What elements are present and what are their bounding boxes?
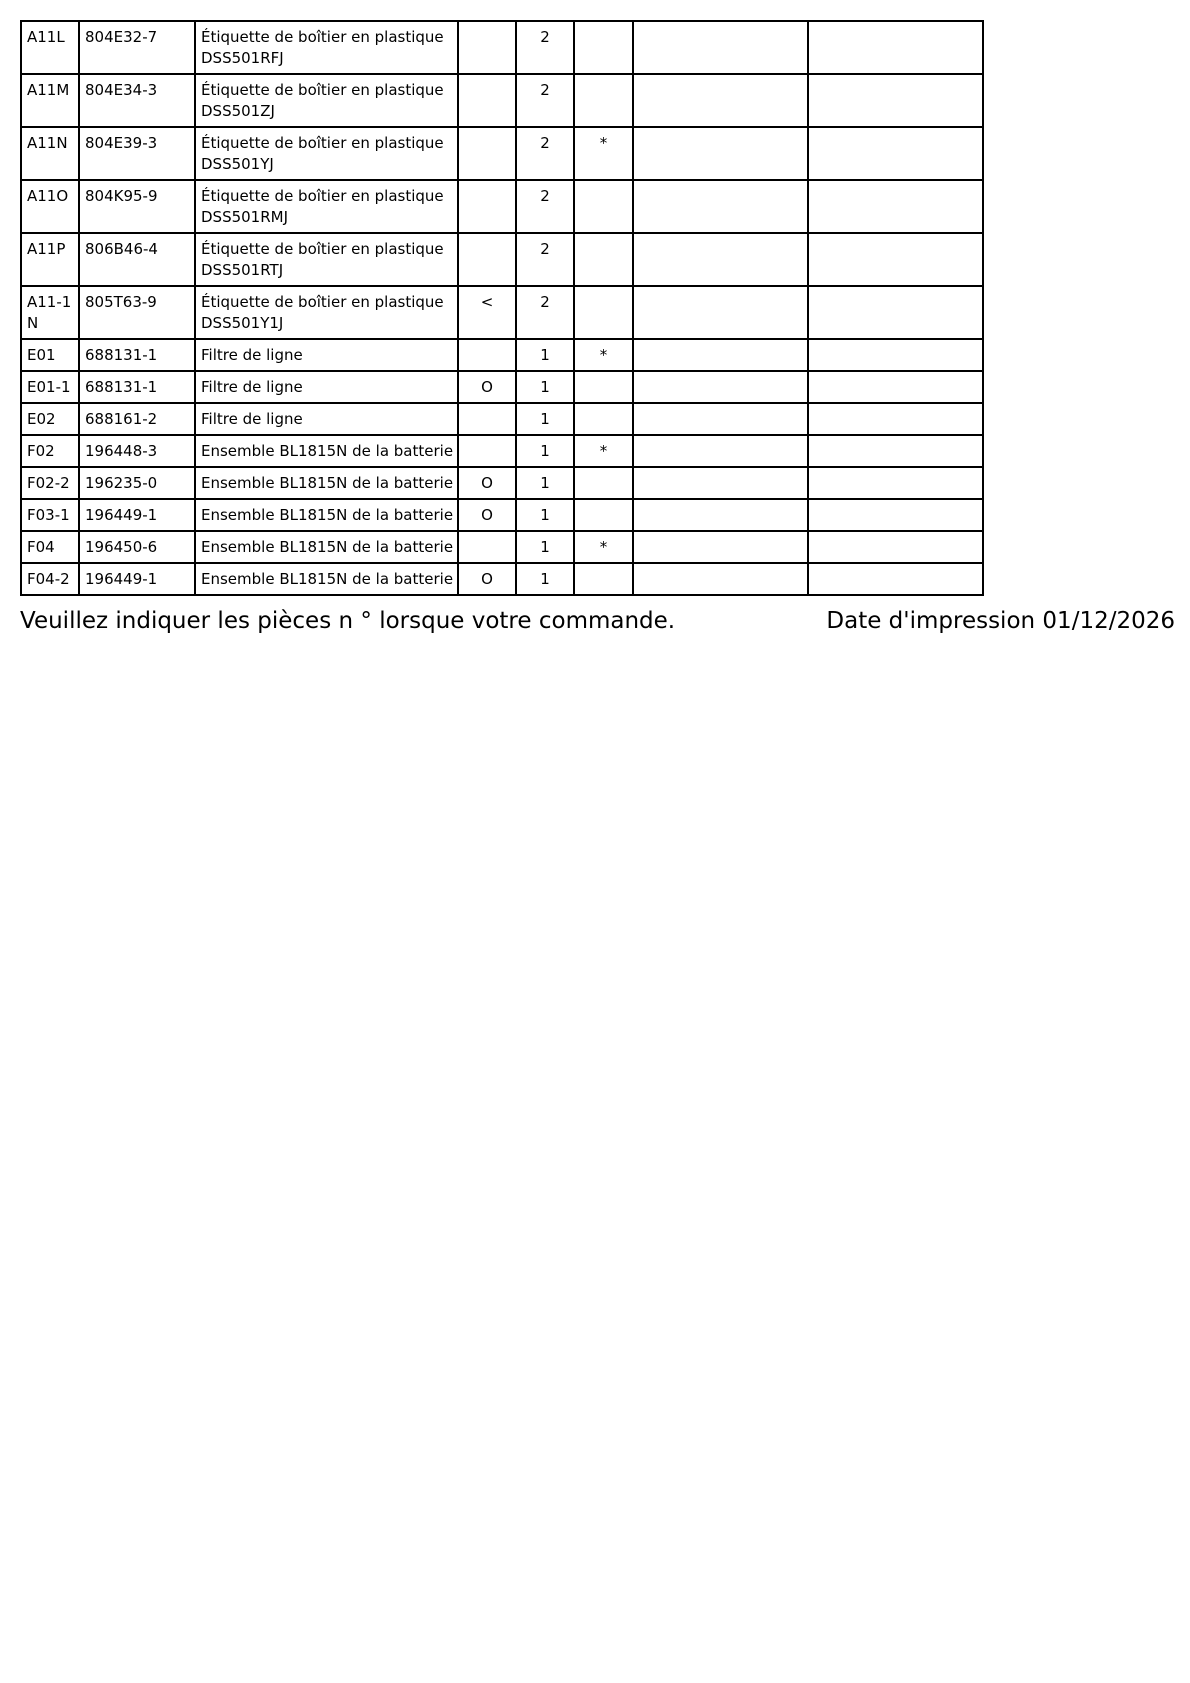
symbol-cell: O	[458, 563, 516, 595]
symbol-cell: O	[458, 371, 516, 403]
part-number-cell: 196449-1	[79, 563, 195, 595]
blank-cell	[808, 74, 983, 127]
quantity-cell: 2	[516, 180, 574, 233]
symbol-cell	[458, 127, 516, 180]
blank-cell	[633, 563, 808, 595]
flag-cell	[574, 286, 633, 339]
table-row	[21, 286, 983, 339]
description-cell	[195, 74, 458, 127]
blank-cell	[633, 435, 808, 467]
part-number-cell: 688131-1	[79, 371, 195, 403]
table-row	[21, 403, 983, 435]
blank-cell	[808, 467, 983, 499]
flag-cell	[574, 74, 633, 127]
flag-cell	[574, 467, 633, 499]
flag-cell	[574, 233, 633, 286]
symbol-cell	[458, 74, 516, 127]
description-cell	[195, 435, 458, 467]
quantity-cell: 1	[516, 499, 574, 531]
part-number-cell: 196448-3	[79, 435, 195, 467]
symbol-cell	[458, 233, 516, 286]
description-cell	[195, 180, 458, 233]
item-number-cell: A11L	[21, 21, 79, 74]
flag-cell: *	[574, 127, 633, 180]
print-date	[826, 607, 1175, 635]
blank-cell	[633, 74, 808, 127]
description-line: Ensemble BL1815N de la batterie	[201, 538, 454, 556]
part-number-cell: 804E39-3	[79, 127, 195, 180]
item-number-cell: E01-1	[21, 371, 79, 403]
item-number-cell: A11-1N	[21, 286, 79, 339]
item-number-cell: A11P	[21, 233, 79, 286]
item-number-cell: F02-2	[21, 467, 79, 499]
parts-table	[20, 20, 984, 596]
description-cell	[195, 499, 458, 531]
part-number-cell: 196450-6	[79, 531, 195, 563]
symbol-cell: O	[458, 467, 516, 499]
description-cell	[195, 21, 458, 74]
flag-cell	[574, 499, 633, 531]
symbol-cell	[458, 435, 516, 467]
blank-cell	[633, 180, 808, 233]
item-number-cell: F02	[21, 435, 79, 467]
description-cell	[195, 563, 458, 595]
blank-cell	[633, 339, 808, 371]
symbol-cell	[458, 339, 516, 371]
blank-cell	[633, 371, 808, 403]
table-row	[21, 531, 983, 563]
flag-cell	[574, 371, 633, 403]
quantity-cell: 1	[516, 435, 574, 467]
table-row	[21, 180, 983, 233]
description-cell	[195, 127, 458, 180]
symbol-cell: O	[458, 499, 516, 531]
description-cell	[195, 403, 458, 435]
table-row	[21, 127, 983, 180]
flag-cell	[574, 563, 633, 595]
table-row	[21, 467, 983, 499]
blank-cell	[633, 467, 808, 499]
description-line: Ensemble BL1815N de la batterie	[201, 442, 454, 460]
quantity-cell: 1	[516, 467, 574, 499]
blank-cell	[808, 435, 983, 467]
description-cell	[195, 233, 458, 286]
quantity-cell: 1	[516, 563, 574, 595]
blank-cell	[808, 403, 983, 435]
table-row	[21, 435, 983, 467]
quantity-cell: 1	[516, 531, 574, 563]
description-code: DSS501ZJ	[201, 102, 275, 120]
description-line: Filtre de ligne	[201, 346, 303, 364]
blank-cell	[808, 371, 983, 403]
symbol-cell	[458, 21, 516, 74]
description-code: DSS501RTJ	[201, 261, 284, 279]
part-number-cell: 688131-1	[79, 339, 195, 371]
flag-cell	[574, 21, 633, 74]
description-line: Étiquette de boîtier en plastique	[201, 187, 444, 205]
blank-cell	[808, 531, 983, 563]
blank-cell	[808, 21, 983, 74]
table-row	[21, 74, 983, 127]
description-line: Étiquette de boîtier en plastique	[201, 293, 444, 311]
blank-cell	[808, 286, 983, 339]
description-line: Étiquette de boîtier en plastique	[201, 28, 444, 46]
description-cell	[195, 531, 458, 563]
description-line: Ensemble BL1815N de la batterie	[201, 506, 454, 524]
description-cell	[195, 339, 458, 371]
order-instruction-note: Veuillez indiquer les pièces n ° lorsque votre commande.	[20, 608, 676, 634]
blank-cell	[633, 233, 808, 286]
parts-table-body	[21, 21, 983, 595]
blank-cell	[808, 233, 983, 286]
part-number-cell: 805T63-9	[79, 286, 195, 339]
description-line: Filtre de ligne	[201, 378, 303, 396]
table-row	[21, 339, 983, 371]
quantity-cell: 2	[516, 286, 574, 339]
item-number-cell: E01	[21, 339, 79, 371]
description-cell	[195, 286, 458, 339]
flag-cell	[574, 180, 633, 233]
part-number-cell: 688161-2	[79, 403, 195, 435]
quantity-cell: 1	[516, 371, 574, 403]
quantity-cell: 2	[516, 127, 574, 180]
description-line: Étiquette de boîtier en plastique	[201, 134, 444, 152]
symbol-cell	[458, 180, 516, 233]
part-number-cell: 196449-1	[79, 499, 195, 531]
item-number-cell: F04-2	[21, 563, 79, 595]
quantity-cell: 1	[516, 339, 574, 371]
description-line: Ensemble BL1815N de la batterie	[201, 474, 454, 492]
blank-cell	[808, 499, 983, 531]
flag-cell: *	[574, 531, 633, 563]
blank-cell	[633, 531, 808, 563]
description-cell	[195, 371, 458, 403]
quantity-cell: 2	[516, 233, 574, 286]
description-line: Filtre de ligne	[201, 410, 303, 428]
print-date-value: 01/12/2026	[1042, 608, 1175, 634]
symbol-cell	[458, 403, 516, 435]
part-number-cell: 806B46-4	[79, 233, 195, 286]
description-line: Étiquette de boîtier en plastique	[201, 81, 444, 99]
blank-cell	[633, 499, 808, 531]
blank-cell	[633, 403, 808, 435]
quantity-cell: 1	[516, 403, 574, 435]
flag-cell	[574, 403, 633, 435]
blank-cell	[633, 286, 808, 339]
quantity-cell: 2	[516, 21, 574, 74]
description-code: DSS501YJ	[201, 155, 274, 173]
symbol-cell	[458, 531, 516, 563]
description-line: Ensemble BL1815N de la batterie	[201, 570, 454, 588]
item-number-cell: A11M	[21, 74, 79, 127]
blank-cell	[808, 563, 983, 595]
quantity-cell: 2	[516, 74, 574, 127]
part-number-cell: 196235-0	[79, 467, 195, 499]
part-number-cell: 804K95-9	[79, 180, 195, 233]
item-number-cell: A11N	[21, 127, 79, 180]
flag-cell: *	[574, 339, 633, 371]
print-date-label: Date d'impression	[826, 608, 1036, 634]
flag-cell: *	[574, 435, 633, 467]
table-row	[21, 233, 983, 286]
description-code: DSS501Y1J	[201, 314, 284, 332]
table-row	[21, 499, 983, 531]
blank-cell	[633, 127, 808, 180]
table-row	[21, 21, 983, 74]
symbol-cell: <	[458, 286, 516, 339]
blank-cell	[808, 339, 983, 371]
description-line: Étiquette de boîtier en plastique	[201, 240, 444, 258]
item-number-cell: A11O	[21, 180, 79, 233]
description-code: DSS501RFJ	[201, 49, 284, 67]
description-cell	[195, 467, 458, 499]
blank-cell	[808, 180, 983, 233]
table-row	[21, 371, 983, 403]
blank-cell	[633, 21, 808, 74]
part-number-cell: 804E34-3	[79, 74, 195, 127]
item-number-cell: E02	[21, 403, 79, 435]
blank-cell	[808, 127, 983, 180]
table-row	[21, 563, 983, 595]
item-number-cell: F04	[21, 531, 79, 563]
part-number-cell: 804E32-7	[79, 21, 195, 74]
item-number-cell: F03-1	[21, 499, 79, 531]
description-code: DSS501RMJ	[201, 208, 289, 226]
